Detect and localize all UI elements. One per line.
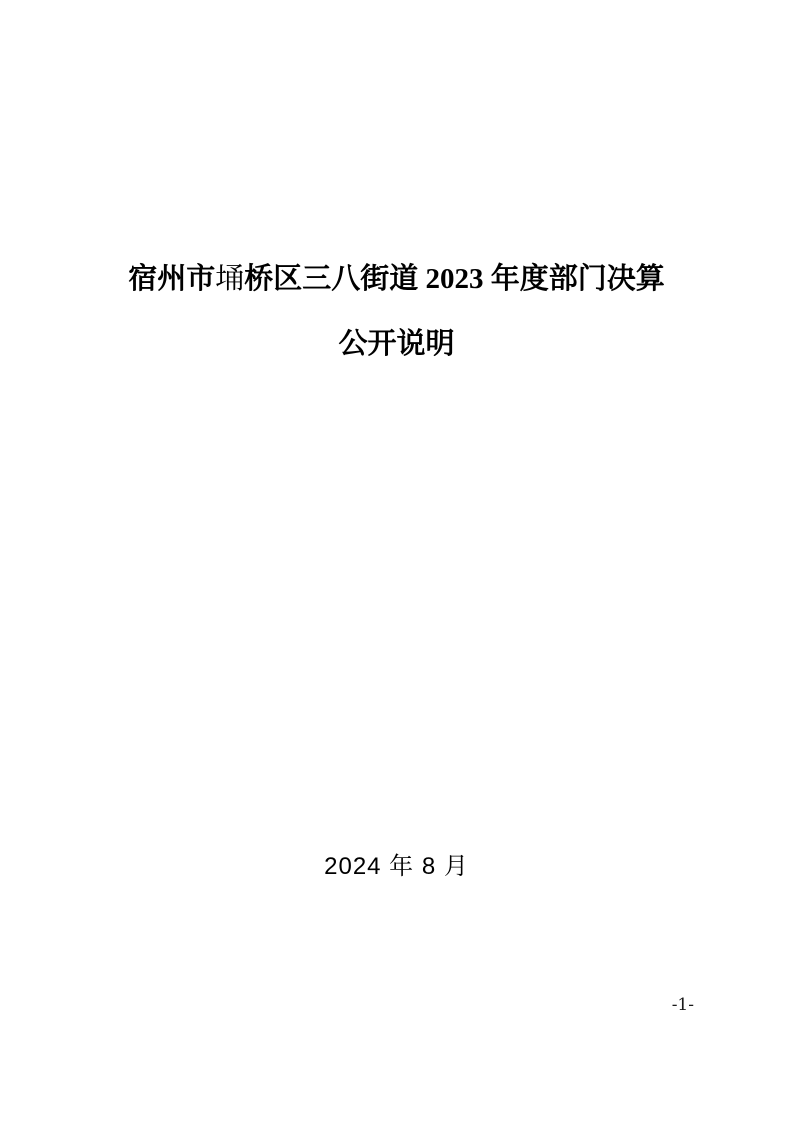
document-title-line-1 [0, 261, 793, 297]
title-suffix-text: 桥区三八街道 2023 年度部门决算 [244, 263, 665, 295]
title-prefix-text: 宿州市 [128, 263, 216, 295]
page-number: -1- [671, 995, 694, 1015]
publication-date: 2024 年 8 月 [324, 853, 469, 880]
document-title-line-2: 公开说明 [338, 328, 455, 360]
title-fallback-character: 埇 [215, 263, 245, 295]
